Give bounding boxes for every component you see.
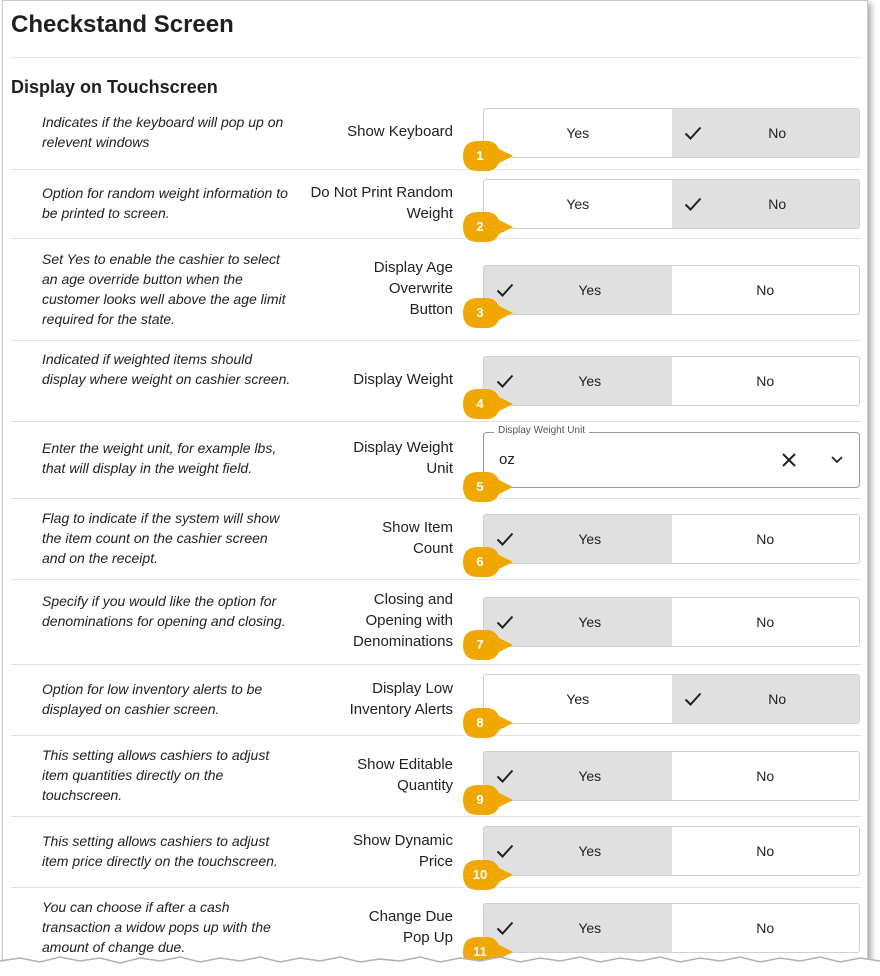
page-title: Checkstand Screen: [11, 11, 234, 38]
callout-badge: 10: [463, 860, 515, 890]
callout-badge: 7: [463, 630, 515, 660]
callout-badge: 8: [463, 708, 515, 738]
callout-badge: 6: [463, 547, 515, 577]
callout-badge: 9: [463, 785, 515, 815]
display-weight-toggle: [483, 356, 860, 406]
setting-label: Do Not Print Random Weight: [310, 184, 453, 222]
no-label: No: [768, 691, 787, 707]
select-legend: Display Weight Unit: [494, 425, 589, 436]
chevron-down-icon[interactable]: [829, 453, 845, 467]
yes-label: Yes: [578, 373, 602, 389]
callout-badge: 1: [463, 141, 515, 171]
no-option[interactable]: [672, 357, 860, 405]
no-label: No: [768, 196, 787, 212]
show-keyboard-toggle: [483, 108, 860, 158]
yes-label: Yes: [566, 196, 590, 212]
setting-label: Show Dynamic Price: [352, 832, 453, 870]
check-icon: [496, 531, 514, 547]
setting-description: You can choose if after a cash transaction a widow pops up with the amount of change due.: [42, 899, 271, 955]
settings-panel: [2, 0, 868, 964]
setting-description: Option for low inventory alerts to be displayed on cashier screen.: [42, 681, 263, 717]
no-option[interactable]: [672, 904, 860, 952]
setting-row-display-age-overwrite-button: [11, 240, 861, 341]
setting-label: Show Keyboard: [347, 123, 453, 140]
show-dynamic-price-toggle: [483, 826, 860, 876]
setting-label: Closing and Opening with Denominations: [352, 591, 453, 650]
setting-description: This setting allows cashiers to adjust item quantities directly on the touchscreen.: [42, 747, 270, 803]
no-label: No: [756, 282, 775, 298]
setting-row-show-item-count: [11, 500, 861, 580]
setting-row-closing-and-opening-with-denominations: [11, 581, 861, 665]
setting-description: Set Yes to enable the cashier to select an age override button when the customer looks well above the age limit required for the state.: [42, 251, 286, 327]
setting-description: Indicated if weighted items should display where weight on cashier screen.: [42, 351, 291, 387]
setting-row-change-due-pop-up: [11, 889, 861, 964]
no-label: No: [756, 768, 775, 784]
setting-row-show-keyboard: [11, 104, 861, 170]
check-icon: [496, 843, 514, 859]
setting-label: Display Weight Unit: [353, 439, 453, 477]
yes-label: Yes: [566, 691, 590, 707]
change-due-pop-up-toggle: [483, 903, 860, 953]
no-label: No: [756, 843, 775, 859]
no-option[interactable]: [672, 675, 860, 723]
no-option[interactable]: [672, 598, 860, 646]
setting-row-show-dynamic-price: [11, 818, 861, 888]
setting-label: Display Age Overwrite Button: [373, 259, 453, 318]
no-label: No: [756, 373, 775, 389]
title-divider: [11, 57, 861, 58]
check-icon: [496, 768, 514, 784]
show-editable-quantity-toggle: [483, 751, 860, 801]
no-option[interactable]: [672, 180, 860, 228]
setting-label: Show Item Count: [382, 519, 453, 557]
setting-description: Option for random weight information to be printed to screen.: [42, 185, 288, 221]
closing-and-opening-with-denominations-toggle: [483, 597, 860, 647]
no-label: No: [756, 920, 775, 936]
setting-row-display-weight: [11, 342, 861, 422]
setting-description: This setting allows cashiers to adjust item price directly on the touchscreen.: [42, 833, 278, 869]
setting-label: Display Weight: [353, 371, 453, 388]
setting-label: Show Editable Quantity: [357, 756, 453, 794]
no-option[interactable]: [672, 827, 860, 875]
display-weight-unit-select[interactable]: [483, 425, 860, 488]
check-icon: [684, 196, 702, 212]
display-age-overwrite-button-toggle: [483, 265, 860, 315]
callout-badge: 3: [463, 298, 515, 328]
check-icon: [684, 125, 702, 141]
callout-badge: 4: [463, 389, 515, 419]
no-option[interactable]: [672, 515, 860, 563]
setting-row-display-low-inventory-alerts: [11, 666, 861, 736]
setting-row-display-weight-unit: [11, 423, 861, 499]
yes-label: Yes: [578, 920, 602, 936]
setting-row-do-not-print-random-weight: [11, 171, 861, 239]
no-option[interactable]: [672, 266, 860, 314]
setting-label: Display Low Inventory Alerts: [349, 680, 453, 718]
callout-badge: 11: [463, 937, 515, 964]
yes-label: Yes: [566, 125, 590, 141]
setting-description: Enter the weight unit, for example lbs, that will display in the weight field.: [42, 440, 277, 476]
no-option[interactable]: [672, 752, 860, 800]
callout-badge: 2: [463, 212, 515, 242]
check-icon: [684, 691, 702, 707]
check-icon: [496, 920, 514, 936]
setting-description: Flag to indicate if the system will show the item count on the cashier screen and on the receipt.: [42, 510, 280, 566]
check-icon: [496, 614, 514, 630]
torn-edge: [0, 955, 880, 976]
setting-description: Specify if you would like the option for denominations for opening and closing.: [42, 593, 286, 629]
no-label: No: [756, 531, 775, 547]
do-not-print-random-weight-toggle: [483, 179, 860, 229]
select-value: oz: [499, 451, 515, 468]
yes-label: Yes: [578, 843, 602, 859]
setting-label: Change Due Pop Up: [368, 908, 453, 946]
yes-label: Yes: [578, 614, 602, 630]
display-low-inventory-alerts-toggle: [483, 674, 860, 724]
no-option[interactable]: [672, 109, 860, 157]
callout-badge: 5: [463, 472, 515, 502]
check-icon: [496, 373, 514, 389]
section-title: Display on Touchscreen: [11, 77, 218, 97]
check-icon: [496, 282, 514, 298]
clear-icon[interactable]: [780, 451, 798, 469]
setting-description: Indicates if the keyboard will pop up on relevent windows: [42, 114, 284, 150]
setting-row-show-editable-quantity: [11, 737, 861, 817]
no-label: No: [756, 614, 775, 630]
no-label: No: [768, 125, 787, 141]
yes-label: Yes: [578, 768, 602, 784]
show-item-count-toggle: [483, 514, 860, 564]
yes-label: Yes: [578, 282, 602, 298]
yes-label: Yes: [578, 531, 602, 547]
